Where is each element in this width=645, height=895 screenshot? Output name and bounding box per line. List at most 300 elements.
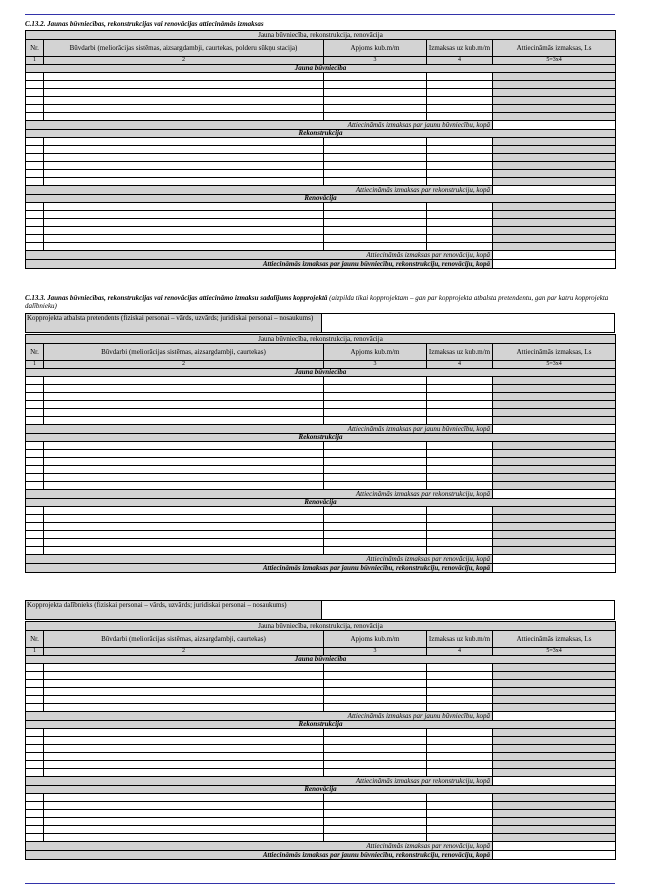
nr-cell[interactable]: [26, 211, 44, 219]
eligible-cell: [493, 154, 616, 162]
cost-cell[interactable]: [427, 401, 493, 409]
volume-cell[interactable]: [324, 409, 427, 417]
cost-cell[interactable]: [427, 385, 493, 393]
cost-cell[interactable]: [427, 515, 493, 523]
nr-cell[interactable]: [26, 458, 44, 466]
nr-cell[interactable]: [26, 450, 44, 458]
nr-cell[interactable]: [26, 385, 44, 393]
cost-cell[interactable]: [427, 737, 493, 745]
works-cell[interactable]: [44, 547, 324, 555]
eligible-cell: [493, 450, 616, 458]
nr-cell[interactable]: [26, 170, 44, 178]
table-row: [26, 458, 616, 466]
col-number-num_3: 3: [324, 361, 427, 369]
category-row-renov: [26, 499, 616, 507]
nr-cell[interactable]: [26, 523, 44, 531]
cost-cell[interactable]: [427, 547, 493, 555]
volume-cell[interactable]: [324, 401, 427, 409]
subtotal-row-renov: [26, 842, 616, 851]
cost-cell[interactable]: [427, 81, 493, 89]
cost-cell[interactable]: [427, 761, 493, 769]
nr-cell[interactable]: [26, 162, 44, 170]
col-nr-header: Nr.: [26, 40, 44, 57]
works-cell[interactable]: [44, 113, 324, 121]
works-cell[interactable]: [44, 818, 324, 826]
volume-cell[interactable]: [324, 178, 427, 186]
subtotal-row-recon: [26, 490, 616, 499]
col-cost-header: Izmaksas uz kub.m/m: [427, 631, 493, 648]
cost-cell[interactable]: [427, 219, 493, 227]
works-cell[interactable]: [44, 219, 324, 227]
cost-cell[interactable]: [427, 409, 493, 417]
cost-cell[interactable]: [427, 227, 493, 235]
volume-cell[interactable]: [324, 458, 427, 466]
subtotal-value[interactable]: [493, 712, 616, 721]
volume-cell[interactable]: [324, 523, 427, 531]
nr-cell[interactable]: [26, 89, 44, 97]
nr-cell[interactable]: [26, 417, 44, 425]
volume-cell[interactable]: [324, 203, 427, 211]
works-cell[interactable]: [44, 482, 324, 490]
cost-cell[interactable]: [427, 753, 493, 761]
nr-cell[interactable]: [26, 377, 44, 385]
works-cell[interactable]: [44, 89, 324, 97]
volume-cell[interactable]: [324, 170, 427, 178]
eligible-cell: [493, 680, 616, 688]
col-cost-header: Izmaksas uz kub.m/m: [427, 344, 493, 361]
cost-cell[interactable]: [427, 89, 493, 97]
works-cell[interactable]: [44, 385, 324, 393]
subtotal-value[interactable]: [493, 251, 616, 260]
works-cell[interactable]: [44, 170, 324, 178]
works-cell[interactable]: [44, 417, 324, 425]
table-number-row: [26, 361, 616, 369]
cost-cell[interactable]: [427, 162, 493, 170]
eligible-cell: [493, 401, 616, 409]
cost-cell[interactable]: [427, 377, 493, 385]
col-works-header: Būvdarbi (meliorācijas sistēmas, aizsargdambji, caurtekas): [44, 344, 324, 361]
nr-cell[interactable]: [26, 507, 44, 515]
works-cell[interactable]: [44, 73, 324, 81]
works-cell[interactable]: [44, 458, 324, 466]
works-cell[interactable]: [44, 672, 324, 680]
works-cell[interactable]: [44, 696, 324, 704]
table-row: [26, 211, 616, 219]
category-row-recon: [26, 721, 616, 729]
works-cell[interactable]: [44, 539, 324, 547]
table-header-row: [26, 344, 616, 361]
works-cell[interactable]: [44, 146, 324, 154]
works-cell[interactable]: [44, 178, 324, 186]
cost-cell[interactable]: [427, 802, 493, 810]
nr-cell[interactable]: [26, 696, 44, 704]
cost-cell[interactable]: [427, 178, 493, 186]
cost-cell[interactable]: [427, 105, 493, 113]
table-row: [26, 385, 616, 393]
volume-cell[interactable]: [324, 235, 427, 243]
works-cell[interactable]: [44, 243, 324, 251]
eligible-cell: [493, 531, 616, 539]
col-nr-header: Nr.: [26, 344, 44, 361]
volume-cell[interactable]: [324, 105, 427, 113]
works-cell[interactable]: [44, 466, 324, 474]
applicant-name-field[interactable]: [322, 313, 615, 333]
eligible-cell: [493, 688, 616, 696]
col-number-num_3: 3: [324, 648, 427, 656]
table-header-row: [26, 631, 616, 648]
works-cell[interactable]: [44, 138, 324, 146]
volume-cell[interactable]: [324, 737, 427, 745]
works-cell[interactable]: [44, 377, 324, 385]
eligible-cell: [493, 834, 616, 842]
table-row: [26, 203, 616, 211]
eligible-cell: [493, 539, 616, 547]
works-cell[interactable]: [44, 474, 324, 482]
subtotal-value[interactable]: [493, 490, 616, 499]
cost-cell[interactable]: [427, 745, 493, 753]
table-subheader-row: [26, 31, 616, 40]
category-row-new: [26, 65, 616, 73]
table-row: [26, 818, 616, 826]
category-label: Jauna būvniecība: [26, 369, 616, 377]
cost-cell[interactable]: [427, 211, 493, 219]
volume-cell[interactable]: [324, 810, 427, 818]
cost-cell[interactable]: [427, 688, 493, 696]
cost-cell[interactable]: [427, 442, 493, 450]
nr-cell[interactable]: [26, 227, 44, 235]
nr-cell[interactable]: [26, 235, 44, 243]
cost-cell[interactable]: [427, 458, 493, 466]
nr-cell[interactable]: [26, 753, 44, 761]
eligible-cell: [493, 219, 616, 227]
works-cell[interactable]: [44, 227, 324, 235]
subtotal-value[interactable]: [493, 842, 616, 851]
nr-cell[interactable]: [26, 393, 44, 401]
works-cell[interactable]: [44, 680, 324, 688]
works-cell[interactable]: [44, 450, 324, 458]
nr-cell[interactable]: [26, 203, 44, 211]
grand-total-row: [26, 851, 616, 860]
works-cell[interactable]: [44, 826, 324, 834]
works-cell[interactable]: [44, 745, 324, 753]
cost-cell[interactable]: [427, 672, 493, 680]
table-row: [26, 235, 616, 243]
works-cell[interactable]: [44, 834, 324, 842]
nr-cell[interactable]: [26, 113, 44, 121]
works-cell[interactable]: [44, 664, 324, 672]
works-cell[interactable]: [44, 401, 324, 409]
works-cell[interactable]: [44, 393, 324, 401]
nr-cell[interactable]: [26, 73, 44, 81]
volume-cell[interactable]: [324, 547, 427, 555]
cost-cell[interactable]: [427, 531, 493, 539]
section-title-text: C.13.2. Jaunas būvniecības, rekonstrukcijas vai renovācijas attiecināmās izmaksas: [25, 20, 264, 28]
nr-cell[interactable]: [26, 474, 44, 482]
table-row: [26, 696, 616, 704]
volume-cell[interactable]: [324, 146, 427, 154]
volume-cell[interactable]: [324, 442, 427, 450]
works-cell[interactable]: [44, 97, 324, 105]
table-subheader-row: [26, 335, 616, 344]
volume-cell[interactable]: [324, 745, 427, 753]
cost-cell[interactable]: [427, 243, 493, 251]
subtotal-value[interactable]: [493, 121, 616, 130]
col-works-header: Būvdarbi (meliorācijas sistēmas, aizsargdambji, caurtekas, polderu sūkņu stacija): [44, 40, 324, 57]
volume-cell[interactable]: [324, 417, 427, 425]
nr-cell[interactable]: [26, 482, 44, 490]
volume-cell[interactable]: [324, 769, 427, 777]
table-row: [26, 393, 616, 401]
cost-cell[interactable]: [427, 680, 493, 688]
nr-cell[interactable]: [26, 834, 44, 842]
cost-cell[interactable]: [427, 696, 493, 704]
subtotal-value[interactable]: [493, 425, 616, 434]
nr-cell[interactable]: [26, 745, 44, 753]
works-cell[interactable]: [44, 507, 324, 515]
cost-cell[interactable]: [427, 474, 493, 482]
volume-cell[interactable]: [324, 672, 427, 680]
cost-cell[interactable]: [427, 417, 493, 425]
nr-cell[interactable]: [26, 178, 44, 186]
table-row: [26, 737, 616, 745]
works-cell[interactable]: [44, 442, 324, 450]
col-number-num_1: 1: [26, 648, 44, 656]
category-label: Renovācija: [26, 195, 616, 203]
nr-cell[interactable]: [26, 680, 44, 688]
volume-cell[interactable]: [324, 507, 427, 515]
table-row: [26, 482, 616, 490]
volume-cell[interactable]: [324, 466, 427, 474]
volume-cell[interactable]: [324, 450, 427, 458]
top-rule: [25, 14, 615, 15]
cost-cell[interactable]: [427, 826, 493, 834]
volume-cell[interactable]: [324, 696, 427, 704]
works-cell[interactable]: [44, 737, 324, 745]
table-row: [26, 409, 616, 417]
cost-cell[interactable]: [427, 170, 493, 178]
cost-cell[interactable]: [427, 482, 493, 490]
works-cell[interactable]: [44, 81, 324, 89]
works-cell[interactable]: [44, 105, 324, 113]
nr-cell[interactable]: [26, 810, 44, 818]
cost-cell[interactable]: [427, 794, 493, 802]
works-cell[interactable]: [44, 810, 324, 818]
nr-cell[interactable]: [26, 547, 44, 555]
nr-cell[interactable]: [26, 539, 44, 547]
bottom-rule: [25, 883, 615, 884]
nr-cell[interactable]: [26, 219, 44, 227]
cost-cell[interactable]: [427, 769, 493, 777]
cost-cell[interactable]: [427, 810, 493, 818]
volume-cell[interactable]: [324, 219, 427, 227]
nr-cell[interactable]: [26, 704, 44, 712]
volume-cell[interactable]: [324, 474, 427, 482]
category-label: Renovācija: [26, 499, 616, 507]
volume-cell[interactable]: [324, 154, 427, 162]
cost-cell[interactable]: [427, 729, 493, 737]
nr-cell[interactable]: [26, 466, 44, 474]
subtotal-value[interactable]: [493, 777, 616, 786]
works-cell[interactable]: [44, 211, 324, 219]
grand-total-value[interactable]: [493, 851, 616, 860]
nr-cell[interactable]: [26, 243, 44, 251]
nr-cell[interactable]: [26, 409, 44, 417]
volume-cell[interactable]: [324, 704, 427, 712]
works-cell[interactable]: [44, 753, 324, 761]
cost-cell[interactable]: [427, 664, 493, 672]
cost-cell[interactable]: [427, 523, 493, 531]
cost-cell[interactable]: [427, 235, 493, 243]
nr-cell[interactable]: [26, 154, 44, 162]
volume-cell[interactable]: [324, 688, 427, 696]
volume-cell[interactable]: [324, 834, 427, 842]
volume-cell[interactable]: [324, 243, 427, 251]
volume-cell[interactable]: [324, 138, 427, 146]
nr-cell[interactable]: [26, 672, 44, 680]
cost-cell[interactable]: [427, 539, 493, 547]
grand-total-value[interactable]: [493, 564, 616, 573]
eligible-cell: [493, 523, 616, 531]
works-cell[interactable]: [44, 802, 324, 810]
eligible-cell: [493, 802, 616, 810]
works-cell[interactable]: [44, 154, 324, 162]
table-row: [26, 539, 616, 547]
nr-cell[interactable]: [26, 664, 44, 672]
subtotal-value[interactable]: [493, 186, 616, 195]
cost-cell[interactable]: [427, 203, 493, 211]
nr-cell[interactable]: [26, 729, 44, 737]
cost-cell[interactable]: [427, 113, 493, 121]
volume-cell[interactable]: [324, 81, 427, 89]
cost-cell[interactable]: [427, 73, 493, 81]
cost-cell[interactable]: [427, 466, 493, 474]
volume-cell[interactable]: [324, 818, 427, 826]
works-cell[interactable]: [44, 688, 324, 696]
works-cell[interactable]: [44, 531, 324, 539]
grand-total-label: Attiecināmās izmaksas par jaunu būvniecību, rekonstrukciju, renovāciju, kopā: [26, 260, 493, 269]
nr-cell[interactable]: [26, 442, 44, 450]
volume-cell[interactable]: [324, 753, 427, 761]
table-row: [26, 417, 616, 425]
works-cell[interactable]: [44, 769, 324, 777]
col-number-num_3: 3: [324, 57, 427, 65]
nr-cell[interactable]: [26, 146, 44, 154]
nr-cell[interactable]: [26, 138, 44, 146]
member-name-field[interactable]: [322, 600, 615, 620]
table-header-row: [26, 40, 616, 57]
cost-cell[interactable]: [427, 818, 493, 826]
eligible-cell: [493, 466, 616, 474]
volume-cell[interactable]: [324, 826, 427, 834]
nr-cell[interactable]: [26, 105, 44, 113]
volume-cell[interactable]: [324, 89, 427, 97]
works-cell[interactable]: [44, 235, 324, 243]
volume-cell[interactable]: [324, 113, 427, 121]
works-cell[interactable]: [44, 729, 324, 737]
volume-cell[interactable]: [324, 761, 427, 769]
nr-cell[interactable]: [26, 688, 44, 696]
volume-cell[interactable]: [324, 802, 427, 810]
volume-cell[interactable]: [324, 377, 427, 385]
subtotal-row-recon: [26, 777, 616, 786]
volume-cell[interactable]: [324, 162, 427, 170]
nr-cell[interactable]: [26, 818, 44, 826]
volume-cell[interactable]: [324, 664, 427, 672]
volume-cell[interactable]: [324, 539, 427, 547]
cost-cell[interactable]: [427, 138, 493, 146]
cost-cell[interactable]: [427, 97, 493, 105]
table-row: [26, 680, 616, 688]
grand-total-value[interactable]: [493, 260, 616, 269]
volume-cell[interactable]: [324, 97, 427, 105]
volume-cell[interactable]: [324, 385, 427, 393]
cost-cell[interactable]: [427, 450, 493, 458]
volume-cell[interactable]: [324, 729, 427, 737]
volume-cell[interactable]: [324, 794, 427, 802]
nr-cell[interactable]: [26, 401, 44, 409]
cost-cell[interactable]: [427, 146, 493, 154]
nr-cell[interactable]: [26, 81, 44, 89]
eligible-cell: [493, 704, 616, 712]
volume-cell[interactable]: [324, 531, 427, 539]
nr-cell[interactable]: [26, 826, 44, 834]
volume-cell[interactable]: [324, 680, 427, 688]
cost-cell[interactable]: [427, 834, 493, 842]
works-cell[interactable]: [44, 409, 324, 417]
subtotal-row-new: [26, 425, 616, 434]
works-cell[interactable]: [44, 761, 324, 769]
nr-cell[interactable]: [26, 737, 44, 745]
nr-cell[interactable]: [26, 794, 44, 802]
subtotal-value[interactable]: [493, 555, 616, 564]
col-number-num_2: 2: [44, 648, 324, 656]
volume-cell[interactable]: [324, 393, 427, 401]
works-cell[interactable]: [44, 523, 324, 531]
volume-cell[interactable]: [324, 482, 427, 490]
cost-cell[interactable]: [427, 393, 493, 401]
nr-cell[interactable]: [26, 761, 44, 769]
volume-cell[interactable]: [324, 211, 427, 219]
table-subheader: Jauna būvniecība, rekonstrukcija, renovācija: [26, 31, 616, 40]
works-cell[interactable]: [44, 794, 324, 802]
volume-cell[interactable]: [324, 227, 427, 235]
cost-cell[interactable]: [427, 507, 493, 515]
eligible-cell: [493, 178, 616, 186]
cost-cell[interactable]: [427, 154, 493, 162]
volume-cell[interactable]: [324, 515, 427, 523]
nr-cell[interactable]: [26, 515, 44, 523]
nr-cell[interactable]: [26, 531, 44, 539]
cost-cell[interactable]: [427, 704, 493, 712]
table-row: [26, 802, 616, 810]
category-label: Rekonstrukcija: [26, 130, 616, 138]
table-row: [26, 219, 616, 227]
nr-cell[interactable]: [26, 802, 44, 810]
works-cell[interactable]: [44, 162, 324, 170]
nr-cell[interactable]: [26, 97, 44, 105]
works-cell[interactable]: [44, 704, 324, 712]
eligible-cell: [493, 794, 616, 802]
subtotal-row-new: [26, 712, 616, 721]
works-cell[interactable]: [44, 203, 324, 211]
eligible-cell: [493, 235, 616, 243]
volume-cell[interactable]: [324, 73, 427, 81]
nr-cell[interactable]: [26, 769, 44, 777]
table-row: [26, 73, 616, 81]
category-label: Rekonstrukcija: [26, 721, 616, 729]
subtotal-row-new: [26, 121, 616, 130]
works-cell[interactable]: [44, 515, 324, 523]
